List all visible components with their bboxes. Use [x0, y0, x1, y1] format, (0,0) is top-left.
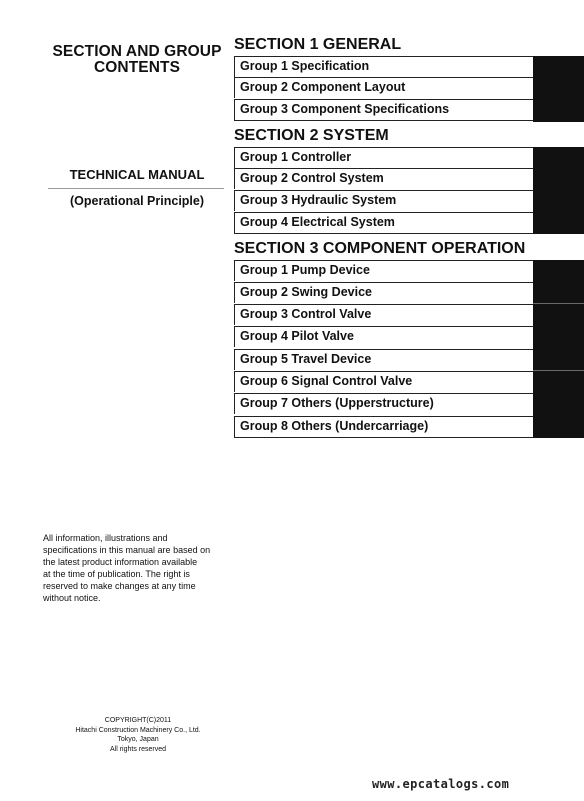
copyright-line: All rights reserved: [109, 745, 167, 753]
toc-label: Group 2 Control System: [240, 171, 384, 185]
toc-label: Group 3 Hydraulic System: [240, 193, 397, 207]
technical-manual-title: TECHNICAL MANUAL: [69, 167, 205, 182]
toc-row-s1-g1[interactable]: [234, 56, 533, 77]
toc-row-s3-g8[interactable]: [234, 416, 533, 438]
notice-line: reserved to make changes at any time: [43, 581, 196, 591]
toc-row-s2-g2[interactable]: [234, 168, 533, 189]
toc-label: Group 4 Pilot Valve: [240, 329, 354, 343]
toc-row-s2-g1[interactable]: [234, 147, 533, 168]
toc-label: Group 3 Control Valve: [240, 307, 372, 321]
notice-line: without notice.: [43, 593, 101, 603]
toc-label: Group 3 Component Specifications: [240, 102, 450, 116]
copyright-line: Hitachi Construction Machinery Co., Ltd.: [75, 726, 201, 734]
toc-row-s3-g2[interactable]: [234, 282, 533, 303]
title-divider: [48, 188, 224, 189]
notice-line: the latest product information available: [43, 557, 198, 567]
notice-line: specifications in this manual are based on: [43, 545, 211, 555]
toc-row-s3-g7[interactable]: [234, 393, 533, 414]
toc-label: Group 7 Others (Upperstructure): [240, 396, 434, 410]
toc-row-s3-g3[interactable]: [234, 304, 533, 325]
toc-label: Group 6 Signal Control Valve: [240, 374, 413, 388]
copyright-line: COPYRIGHT(C)2011: [104, 717, 172, 724]
toc-row-s2-g3[interactable]: [234, 190, 533, 211]
title-line-1: SECTION AND GROUP: [52, 43, 222, 60]
title-line-2: CONTENTS: [93, 59, 181, 76]
toc-row-s2-g4[interactable]: [234, 212, 533, 234]
notice-line: All information, illustrations and: [43, 533, 168, 543]
toc-row-s3-g1[interactable]: [234, 260, 533, 281]
copyright-block: [58, 716, 218, 754]
toc-label: Group 1 Pump Device: [240, 263, 370, 277]
section-2-title: SECTION 2 SYSTEM: [234, 127, 389, 144]
tab-divider: [533, 370, 584, 371]
toc-row-s3-g6[interactable]: [234, 371, 533, 392]
section-3-title: SECTION 3 COMPONENT OPERATION: [234, 240, 526, 257]
toc-row-s3-g5[interactable]: [234, 349, 533, 370]
watermark-url: www.epcatalogs.com: [372, 777, 510, 791]
notice-line: at the time of publication. The right is: [43, 569, 190, 579]
section-2-tab: [533, 147, 584, 234]
toc-label: Group 4 Electrical System: [240, 215, 395, 229]
toc-label: Group 1 Controller: [240, 150, 352, 164]
section-1-title: SECTION 1 GENERAL: [234, 36, 402, 53]
toc-row-s3-g4[interactable]: [234, 326, 533, 347]
operational-principle-subtitle: (Operational Principle): [69, 194, 205, 208]
toc-label: Group 2 Swing Device: [240, 285, 372, 299]
toc-label: Group 1 Specification: [240, 59, 370, 73]
toc-label: Group 5 Travel Device: [240, 352, 372, 366]
toc-label: Group 2 Component Layout: [240, 80, 406, 94]
tab-divider: [533, 303, 584, 304]
toc-row-s1-g3[interactable]: [234, 99, 533, 121]
disclaimer-notice: [43, 532, 223, 604]
toc-row-s1-g2[interactable]: [234, 77, 533, 98]
section-and-group-contents-title: [40, 44, 234, 76]
section-3-tab: [533, 260, 584, 438]
toc-label: Group 8 Others (Undercarriage): [240, 419, 429, 433]
section-1-tab: [533, 56, 584, 122]
copyright-line: Tokyo, Japan: [117, 736, 159, 743]
